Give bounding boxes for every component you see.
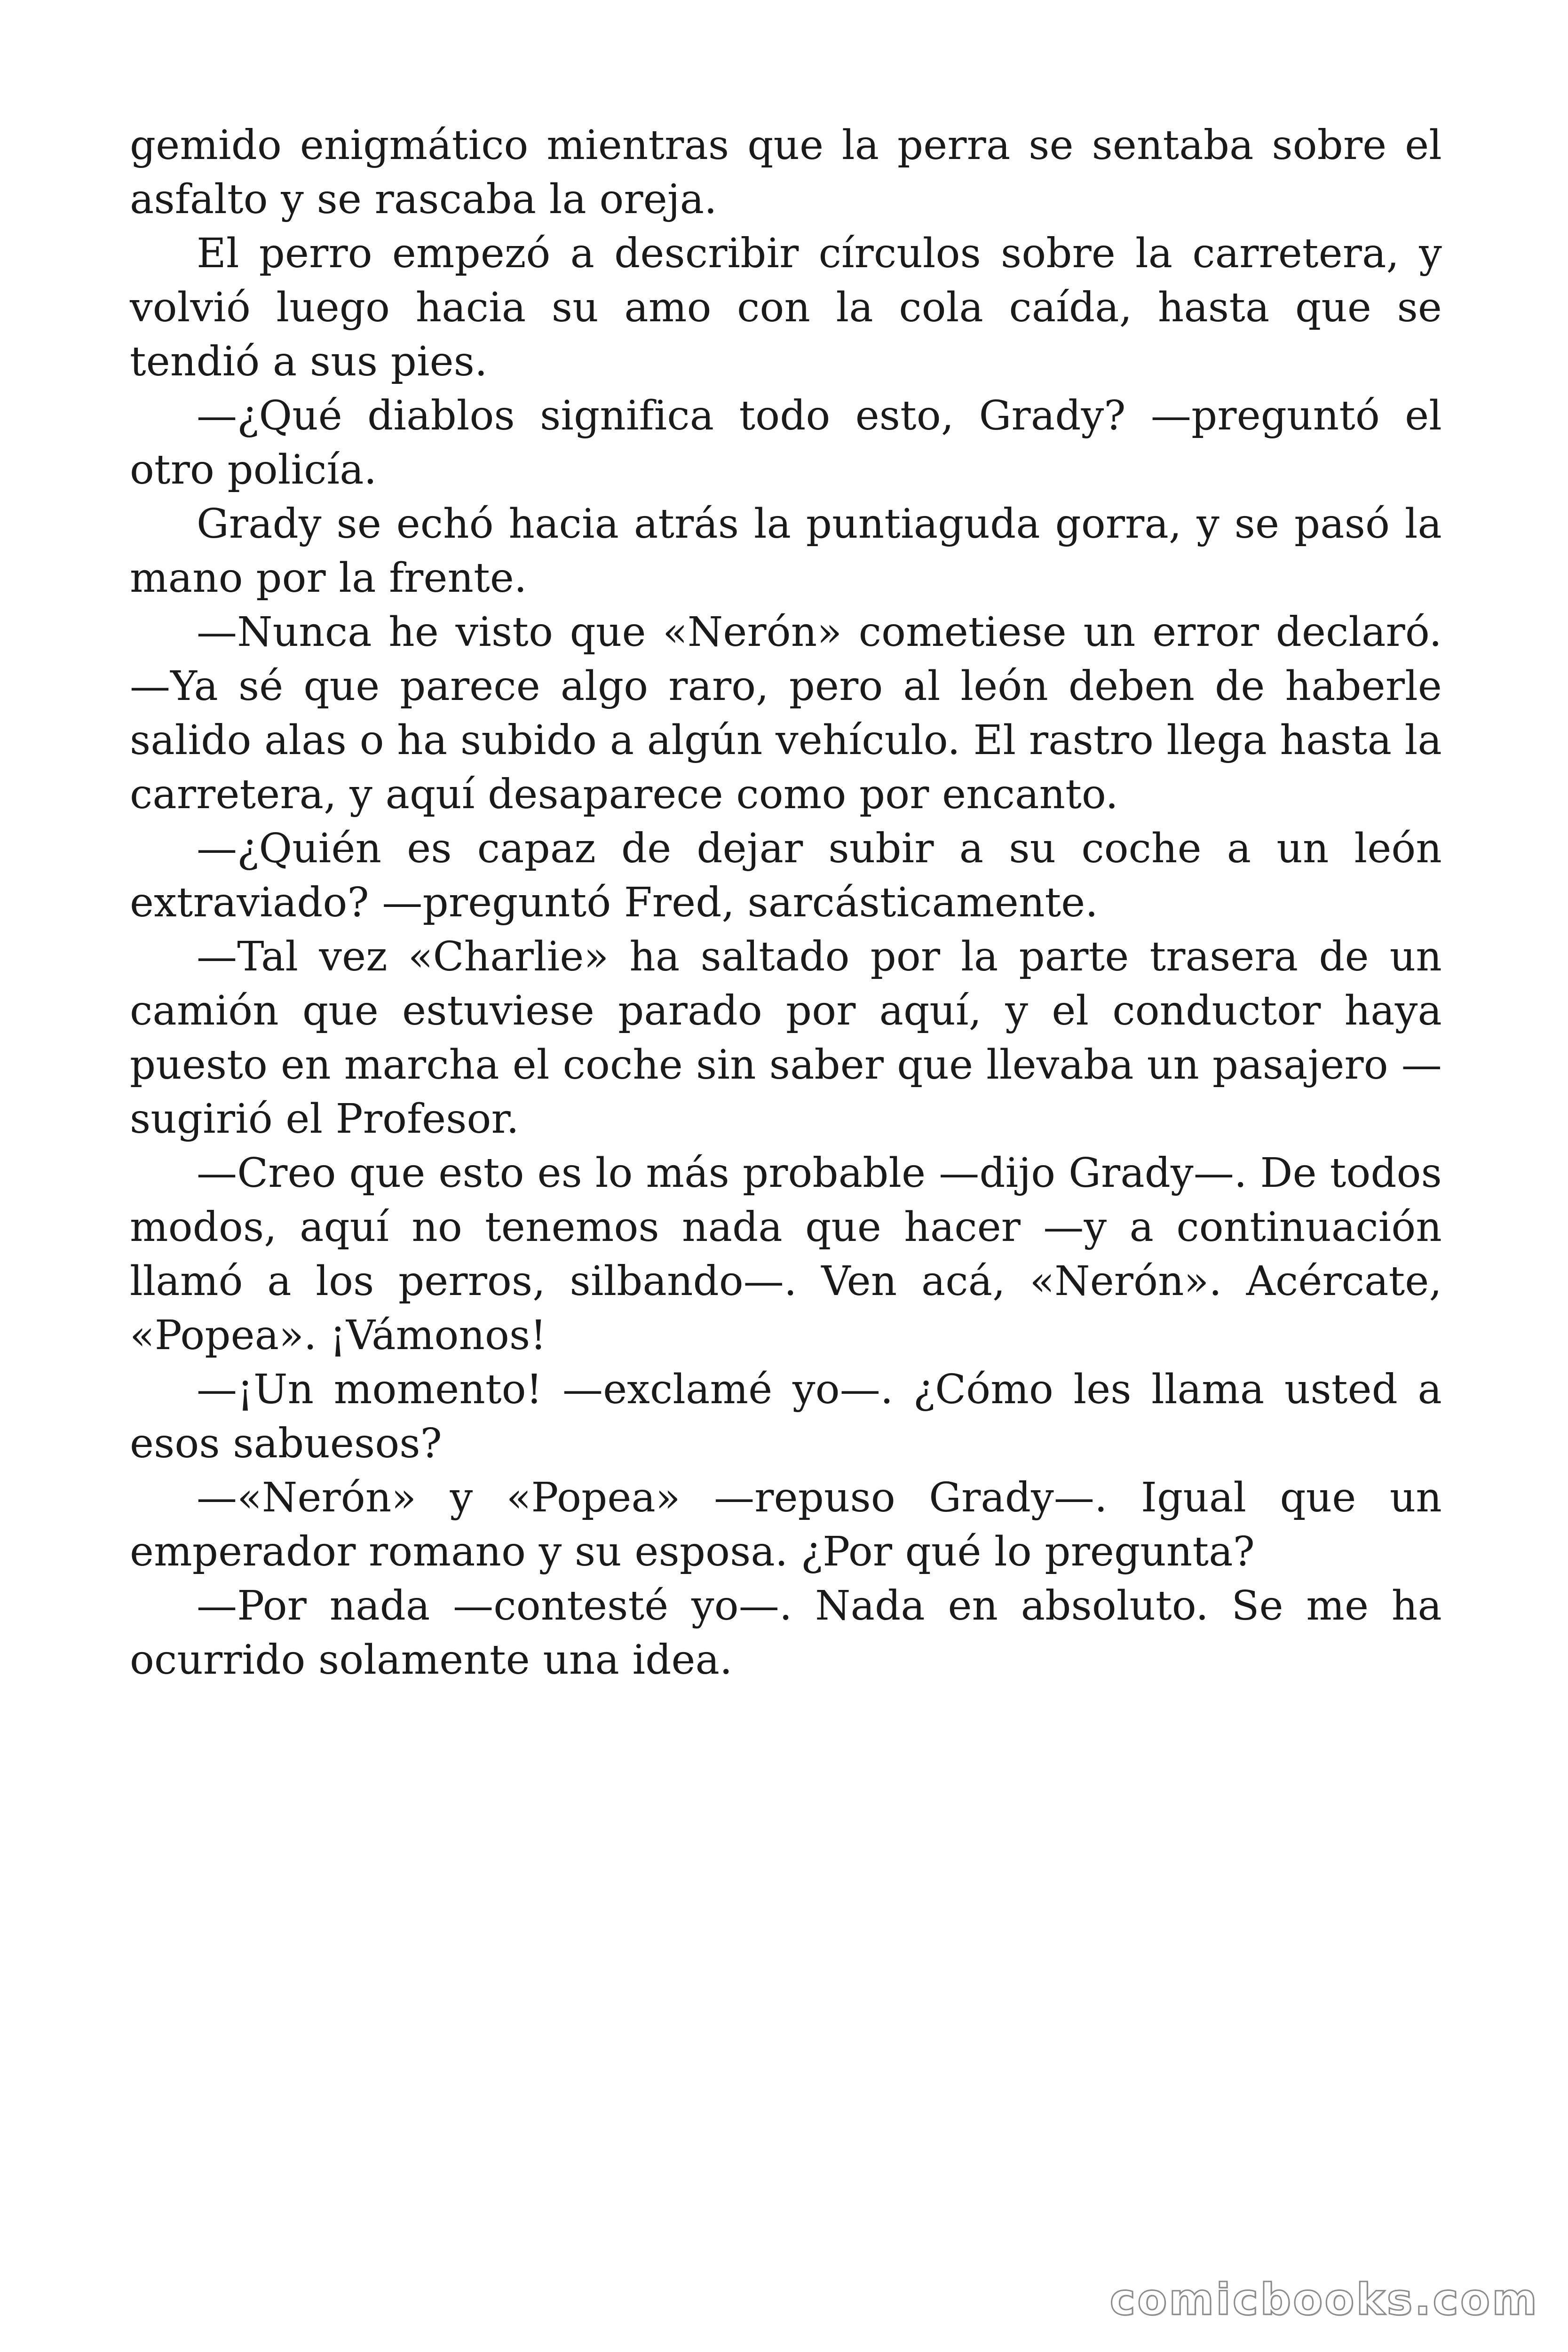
- paragraph: —Nunca he visto que «Nerón» cometiese un error declaró. —Ya sé que parece algo raro, pero al león deben de haberle salido alas o ha subido a algún vehículo. El rastro llega hasta la carretera, y aquí desaparece como por encanto.: [130, 609, 1442, 818]
- paragraph: —Por nada —contesté yo—. Nada en absoluto. Se me ha ocurrido solamente una idea.: [130, 1582, 1442, 1684]
- paragraph: —Tal vez «Charlie» ha saltado por la parte trasera de un camión que estuviese parado por aquí, y el conductor haya puesto en marcha el coche sin saber que llevaba un pasajero —sugirió el Profesor.: [130, 933, 1442, 1143]
- body-text: [130, 119, 1442, 1687]
- watermark: comicbooks.com: [1109, 2274, 1539, 2325]
- paragraph: El perro empezó a describir círculos sobre la carretera, y volvió luego hacia su amo con la cola caída, hasta que se tendió a sus pies.: [130, 230, 1442, 385]
- paragraph: gemido enigmático mientras que la perra se sentaba sobre el asfalto y se rascaba la oreja.: [130, 122, 1442, 223]
- paragraph: —¿Quién es capaz de dejar subir a su coche a un león extraviado? —preguntó Fred, sarcásticamente.: [130, 825, 1442, 926]
- paragraph: —¿Qué diablos significa todo esto, Grady? —preguntó el otro policía.: [130, 392, 1442, 493]
- paragraph: —Creo que esto es lo más probable —dijo Grady—. De todos modos, aquí no tenemos nada que hacer —y a continuación llamó a los perros, silbando—. Ven acá, «Nerón». Acércate, «Popea». ¡Vámonos!: [130, 1150, 1442, 1359]
- paragraph: —«Nerón» y «Popea» —repuso Grady—. Igual que un emperador romano y su esposa. ¿Por qué lo pregunta?: [130, 1474, 1442, 1575]
- paragraph: —¡Un momento! —exclamé yo—. ¿Cómo les llama usted a esos sabuesos?: [130, 1366, 1442, 1467]
- paragraph: Grady se echó hacia atrás la puntiaguda gorra, y se pasó la mano por la frente.: [130, 501, 1442, 602]
